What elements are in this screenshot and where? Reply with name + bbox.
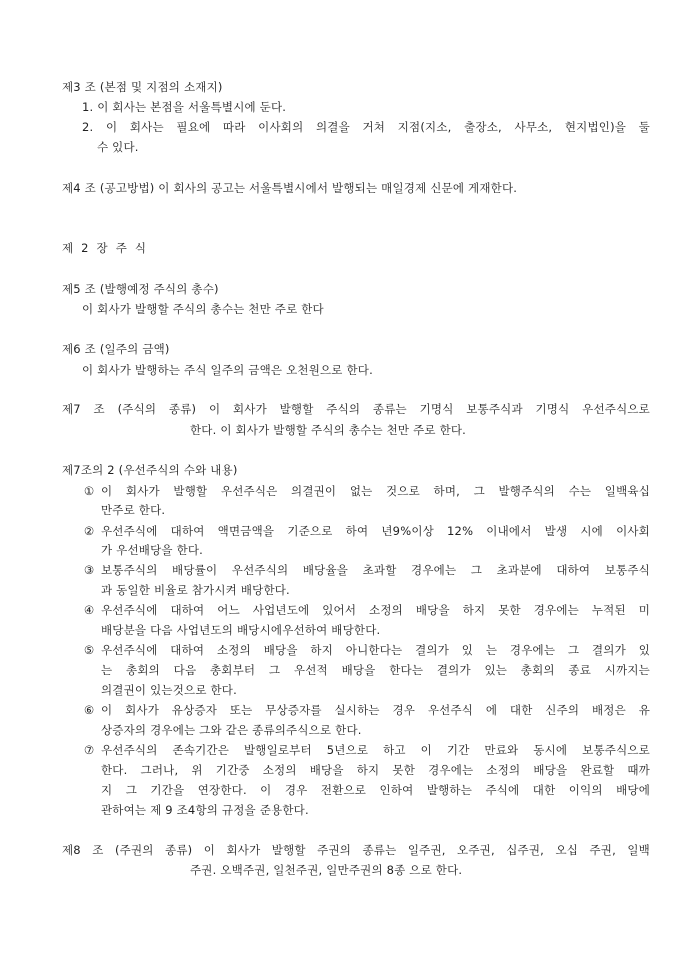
list-item-line: 보통주식의 배당률이 우선주식의 배당율을 초과할 경우에는 그 초과분에 대하여 보통주식 [101,563,650,577]
list-item-line: 우선주식에 대하여 어느 사업년도에 있어서 소정의 배당을 하지 못한 경우에는 누적된 미 [101,603,650,617]
article-3-item-2-line-2: 수 있다. [97,140,139,154]
list-item-line: 관하여는 제 9 조4항의 규정을 준용한다. [101,803,309,817]
article-3-item-1: 1. 이 회사는 본점을 서울특별시에 둔다. [82,100,287,114]
list-item-marker: ⑦ [83,743,95,757]
list-item-marker: ④ [83,603,95,617]
list-item-marker: ③ [83,563,95,577]
list-item-line: 지 그 기간을 연장한다. 이 경우 전환으로 인하여 발행하는 주식에 대한 이익의 배당에 [101,783,650,797]
list-item-marker: ⑤ [83,643,95,657]
article-5-body: 이 회사가 발행할 주식의 총수는 천만 주로 한다 [82,302,324,316]
article-8-line-2: 주권. 오백주권, 일천주권, 일만주권의 8종 으로 한다. [190,863,463,877]
chapter-2-title: 제 2 장 주 식 [62,241,147,255]
article-7-line-1: 제7 조 (주식의 종류) 이 회사가 발행할 주식의 종류는 기명식 보통주식과 기명식 우선주식으로 [62,402,650,416]
list-item-marker: ② [83,524,95,538]
list-item-line: 상증자의 경우에는 그와 같은 종류의주식으로 한다. [101,723,362,737]
article-7-2-heading: 제7조의 2 (우선주식의 수와 내용) [62,463,238,477]
list-item-line: 만주로 한다. [101,503,166,517]
list-item-line: 우선주식에 대하여 액면금액을 기준으로 하여 년9%이상 12% 이내에서 발생 시에 이사회 [101,524,650,538]
article-8-line-1: 제8 조 (주권의 종류) 이 회사가 발행할 주권의 종류는 일주권, 오주권, 십주권, 오십 주권, 일백 [62,843,650,857]
list-item-line: 가 우선배당을 한다. [101,543,204,557]
article-3-heading: 제3 조 (본점 및 지점의 소재지) [62,80,223,94]
article-4-text: 제4 조 (공고방법) 이 회사의 공고는 서울특별시에서 발행되는 매일경제 신문에 게재한다. [62,181,518,195]
list-item-line: 이 회사가 유상증자 또는 무상증자를 실시하는 경우 우선주식 에 대한 신주의 배정은 유 [101,703,650,717]
list-item-line: 우선주식의 존속기간은 발행일로부터 5년으로 하고 이 기간 만료와 동시에 보통주식으로 [101,743,650,757]
list-item-line: 배당분을 다음 사업년도의 배당시에우선하여 배당한다. [101,623,381,637]
list-item-line: 는 총회의 다음 총회부터 그 우선적 배당을 한다는 결의가 있는 총회의 종료 시까지는 [101,663,650,677]
list-item-line: 의결권이 있는것으로 한다. [101,683,237,697]
article-6-heading: 제6 조 (일주의 금액) [62,342,170,356]
list-item-marker: ⑥ [83,703,95,717]
article-3-item-2-line-1: 2. 이 회사는 필요에 따라 이사회의 의결을 거쳐 지점(지소, 출장소, 사무소, 현지법인)을 둘 [82,120,650,134]
list-item-line: 과 동일한 비율로 참가시켜 배당한다. [101,583,290,597]
article-7-line-2: 한다. 이 회사가 발행할 주식의 총수는 천만 주로 한다. [190,423,467,437]
list-item-line: 한다. 그러나, 위 기간중 소정의 배당을 하지 못한 경우에는 소정의 배당을 완료할 때까 [101,763,650,777]
list-item-line: 우선주식에 대하여 소정의 배당을 하지 아니한다는 결의가 있 는 경우에는 그 결의가 있 [101,643,650,657]
list-item-line: 이 회사가 발행할 우선주식은 의결권이 없는 것으로 하며, 그 발행주식의 수는 일백육십 [101,484,650,498]
article-5-heading: 제5 조 (발행예정 주식의 총수) [62,282,219,296]
list-item-marker: ① [83,484,95,498]
article-6-body: 이 회사가 발행하는 주식 일주의 금액은 오천원으로 한다. [82,363,373,377]
